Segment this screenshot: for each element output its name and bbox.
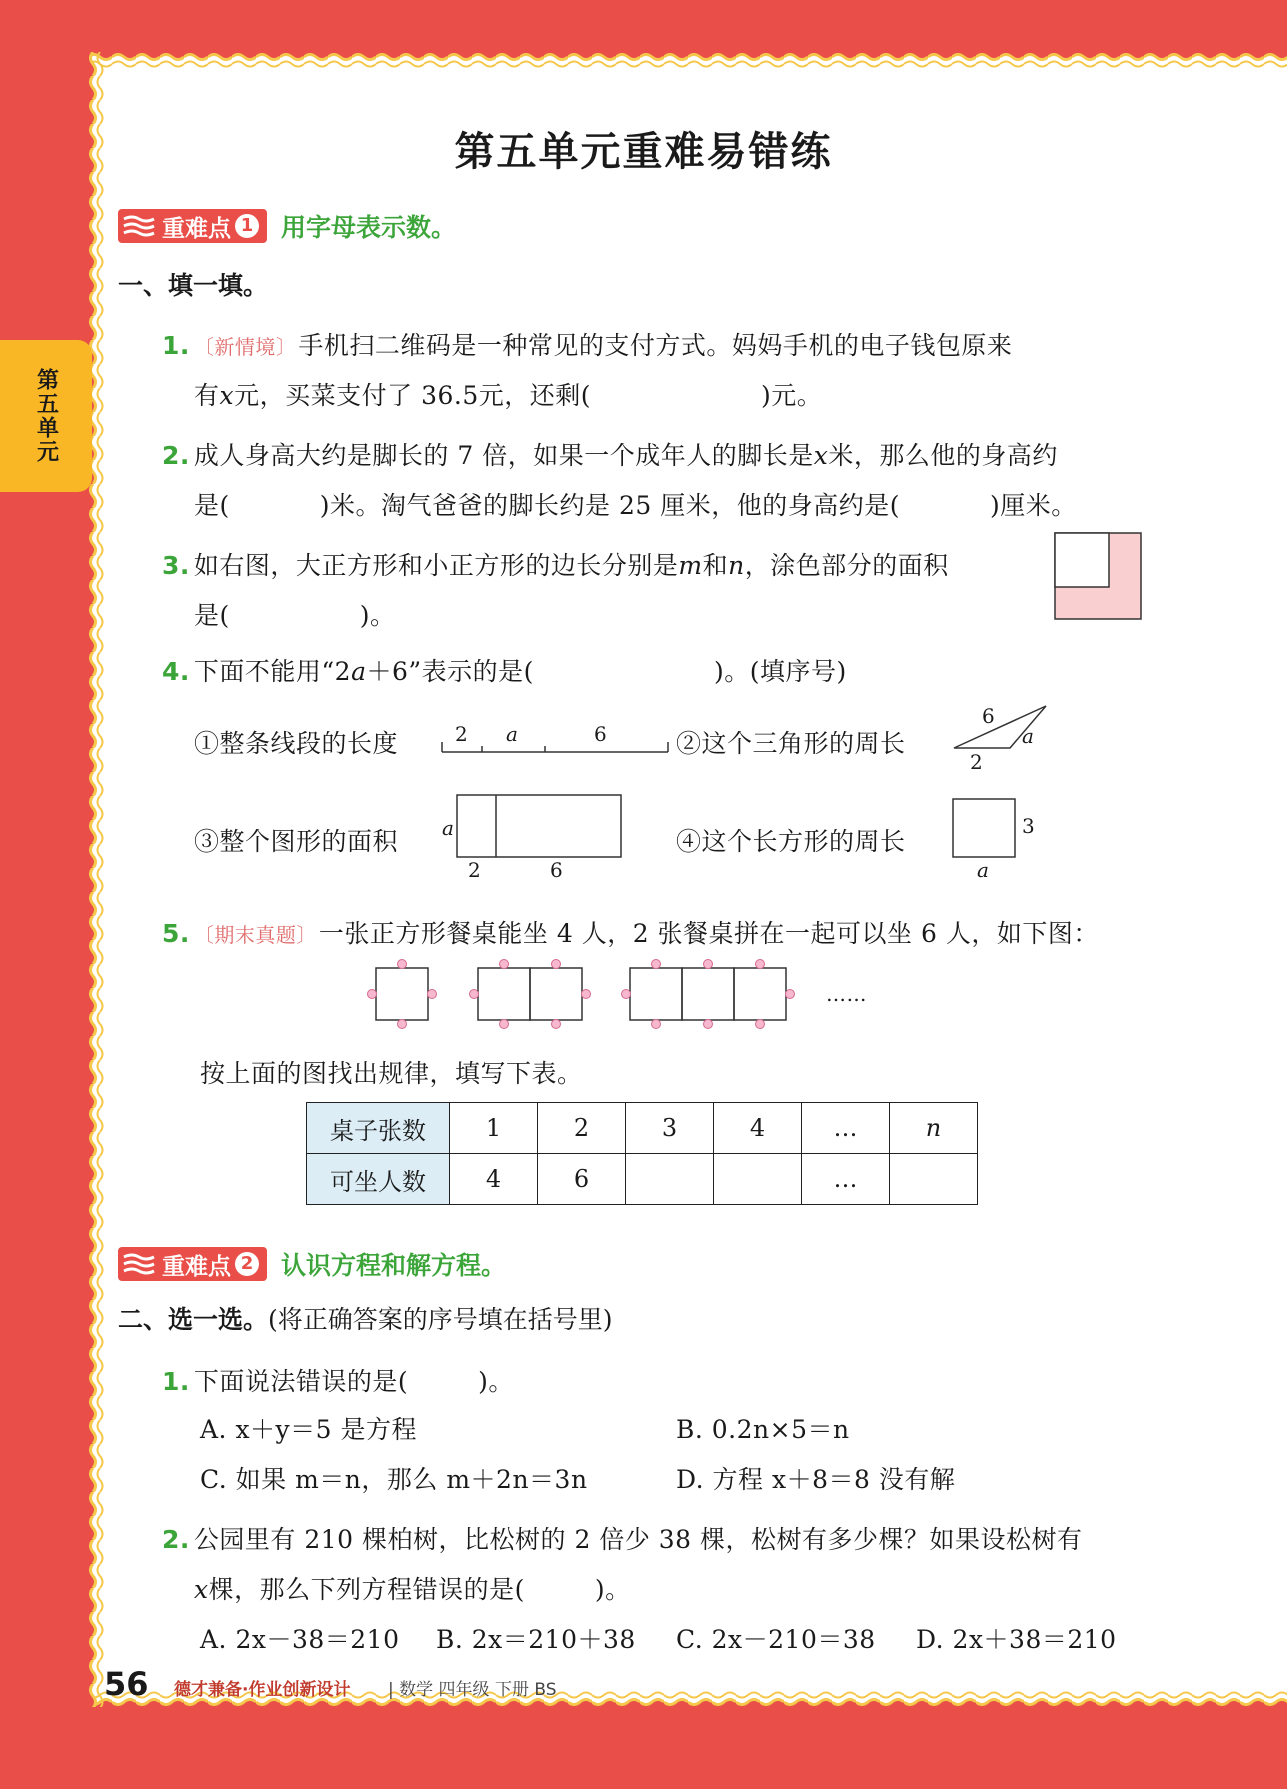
wave-lines-icon	[122, 215, 156, 237]
q3-line-1	[162, 546, 949, 582]
key-point-label: 重难点	[162, 1253, 231, 1280]
q3-line-2	[194, 596, 396, 632]
q3-var-m: m	[678, 551, 703, 580]
q2-line-1	[162, 436, 1058, 472]
s1-option-b: B. 0.2n×5＝n	[676, 1415, 850, 1444]
q5-tag: 〔期末真题〕	[193, 923, 317, 947]
q5-ellipsis: ……	[826, 982, 867, 1006]
s1-text-b: )。	[478, 1367, 514, 1396]
q3-text-2b: )。	[359, 601, 396, 630]
q1-text-2b: 元，买菜支付了 36.5元，还剩(	[234, 381, 591, 410]
unit-side-tab-label: 第五单元	[33, 368, 59, 464]
q2-text-2a: 是(	[194, 491, 230, 520]
s2-text-1: 公园里有 210 棵柏树，比松树的 2 倍少 38 棵，松树有多少棵？如果设松树有	[193, 1525, 1083, 1554]
s2-option-d: D. 2x＋38＝210	[916, 1625, 1117, 1654]
wave-lines-icon	[122, 1253, 156, 1275]
s2-option-b: B. 2x＝210＋38	[436, 1625, 636, 1654]
table-cell: 1	[450, 1103, 538, 1154]
q1-number: 1.	[162, 331, 190, 360]
q5-line-1	[162, 914, 1099, 950]
key-point-2	[118, 1246, 506, 1282]
table-answer-cell[interactable]	[714, 1154, 802, 1205]
q4-fig4-label-a: a	[977, 858, 989, 882]
q1-tag: 〔新情境〕	[193, 335, 297, 359]
table-cell: …	[802, 1154, 890, 1205]
section-2-title	[118, 1300, 613, 1336]
footer-info: | 数学 四年级 下册 BS	[388, 1680, 557, 1700]
s1-option-d: D. 方程 x＋8＝8 没有解	[676, 1465, 956, 1494]
s2-text-2b: 棵，那么下列方程错误的是(	[208, 1575, 525, 1604]
s1-number: 1.	[162, 1367, 190, 1396]
footer-brand: 德才兼备·作业创新设计	[174, 1680, 351, 1700]
table-answer-cell[interactable]	[890, 1154, 978, 1205]
key-point-text: 认识方程和解方程。	[281, 1251, 507, 1280]
s1-option-a: A. x＋y＝5 是方程	[200, 1415, 418, 1444]
table-answer-cell[interactable]	[626, 1154, 714, 1205]
q2-text-2b: )米。淘气爸爸的脚长约是 25 厘米，他的身高约是(	[319, 491, 900, 520]
s1-text-a: 下面说法错误的是(	[193, 1367, 409, 1396]
pattern-table	[306, 1102, 978, 1205]
q1-line-2	[194, 376, 822, 412]
q4-option-4: ④这个长方形的周长	[676, 827, 906, 856]
key-point-number: 2	[235, 1252, 259, 1276]
q2-text-1a: 成人身高大约是脚长的 7 倍，如果一个成年人的脚长是	[193, 441, 814, 470]
s2-option-c: C. 2x－210＝38	[676, 1625, 876, 1654]
s2-line-1	[162, 1520, 1083, 1556]
q4-var-a: a	[351, 657, 367, 686]
table-cell: …	[802, 1103, 890, 1154]
q4-segment-figure	[440, 728, 670, 758]
q3-squares-figure	[1054, 532, 1142, 620]
q2-var: x	[813, 441, 829, 470]
q3-text-1b: ，涂色部分的面积	[744, 551, 949, 580]
key-point-label: 重难点	[162, 215, 231, 242]
section-2-note: (将正确答案的序号填在括号里)	[268, 1305, 613, 1334]
q1-text-2a: 有	[194, 381, 220, 410]
q4-rectangle-perimeter-figure	[952, 798, 1016, 858]
s2-line-2	[194, 1570, 631, 1606]
q3-text-2a: 是(	[194, 601, 230, 630]
key-point-text: 用字母表示数。	[281, 213, 457, 242]
q4-fig3-label-6: 6	[550, 858, 563, 882]
key-point-badge	[118, 1247, 267, 1281]
q4-fig4-label-3: 3	[1022, 814, 1035, 838]
page-title: 第五单元重难易错练	[454, 129, 833, 175]
q4-fig2-label-a: a	[1022, 724, 1034, 748]
q4-fig2-label-6: 6	[982, 704, 995, 728]
q5-line-2: 按上面的图找出规律，填写下表。	[200, 1059, 583, 1088]
s1-option-c: C. 如果 m＝n，那么 m＋2n＝3n	[200, 1465, 588, 1494]
s2-number: 2.	[162, 1525, 190, 1554]
q1-var: x	[219, 381, 235, 410]
q5-number: 5.	[162, 919, 190, 948]
wavy-border-top	[88, 52, 1287, 78]
q3-number: 3.	[162, 551, 190, 580]
table-cell: 6	[538, 1154, 626, 1205]
unit-side-tab	[0, 340, 92, 492]
q4-text-1c: )。(填序号)	[713, 657, 847, 686]
key-point-1	[118, 208, 456, 244]
q5-tables-figure	[366, 958, 796, 1030]
q2-text-1b: 米，那么他的身高约	[828, 441, 1058, 470]
table-cell: 4	[450, 1154, 538, 1205]
q1-text-1: 手机扫二维码是一种常见的支付方式。妈妈手机的电子钱包原来	[298, 331, 1013, 360]
q4-option-1: ①整条线段的长度	[194, 729, 399, 758]
q4-text-1a: 下面不能用“2	[193, 657, 352, 686]
q3-text-and: 和	[702, 551, 729, 580]
table-cell: n	[890, 1103, 978, 1154]
s2-option-a: A. 2x－38＝210	[200, 1625, 400, 1654]
table-row	[307, 1154, 978, 1205]
q4-fig1-label-2: 2	[455, 722, 468, 746]
key-point-number: 1	[235, 214, 259, 238]
table-head-seats: 可坐人数	[307, 1154, 450, 1205]
q4-fig3-label-a: a	[442, 816, 454, 840]
q4-line-1	[162, 652, 847, 688]
q1-line-1	[162, 326, 1012, 362]
s1-line-1	[162, 1362, 514, 1398]
q4-fig1-label-6: 6	[594, 722, 607, 746]
q5-text-1: 一张正方形餐桌能坐 4 人，2 张餐桌拼在一起可以坐 6 人，如下图：	[318, 919, 1099, 948]
q2-number: 2.	[162, 441, 190, 470]
q4-fig3-label-2: 2	[468, 858, 481, 882]
q3-var-n: n	[728, 551, 745, 580]
q2-text-2c: )厘米。	[989, 491, 1077, 520]
q1-text-2c: )元。	[761, 381, 823, 410]
table-head-tables: 桌子张数	[307, 1103, 450, 1154]
q4-fig2-label-2: 2	[970, 750, 983, 774]
section-1-title: 一、填一填。	[118, 271, 269, 300]
page-number: 56	[104, 1665, 149, 1703]
q4-option-2: ②这个三角形的周长	[676, 729, 906, 758]
q4-rectangle-area-figure	[456, 794, 622, 860]
table-cell: 2	[538, 1103, 626, 1154]
q4-fig1-label-a: a	[506, 722, 518, 746]
q4-option-3: ③整个图形的面积	[194, 827, 399, 856]
q4-number: 4.	[162, 657, 190, 686]
s2-var: x	[194, 1575, 209, 1604]
q3-text-1a: 如右图，大正方形和小正方形的边长分别是	[193, 551, 679, 580]
q2-line-2	[194, 486, 1077, 522]
q4-text-1b: ＋6”表示的是(	[366, 657, 534, 686]
table-cell: 3	[626, 1103, 714, 1154]
s2-text-2c: )。	[594, 1575, 631, 1604]
section-2-heading: 二、选一选。	[118, 1305, 269, 1334]
table-row	[307, 1103, 978, 1154]
q4-triangle-figure	[950, 704, 1050, 754]
wavy-border-left	[88, 52, 110, 1707]
key-point-badge	[118, 209, 267, 243]
table-cell: 4	[714, 1103, 802, 1154]
